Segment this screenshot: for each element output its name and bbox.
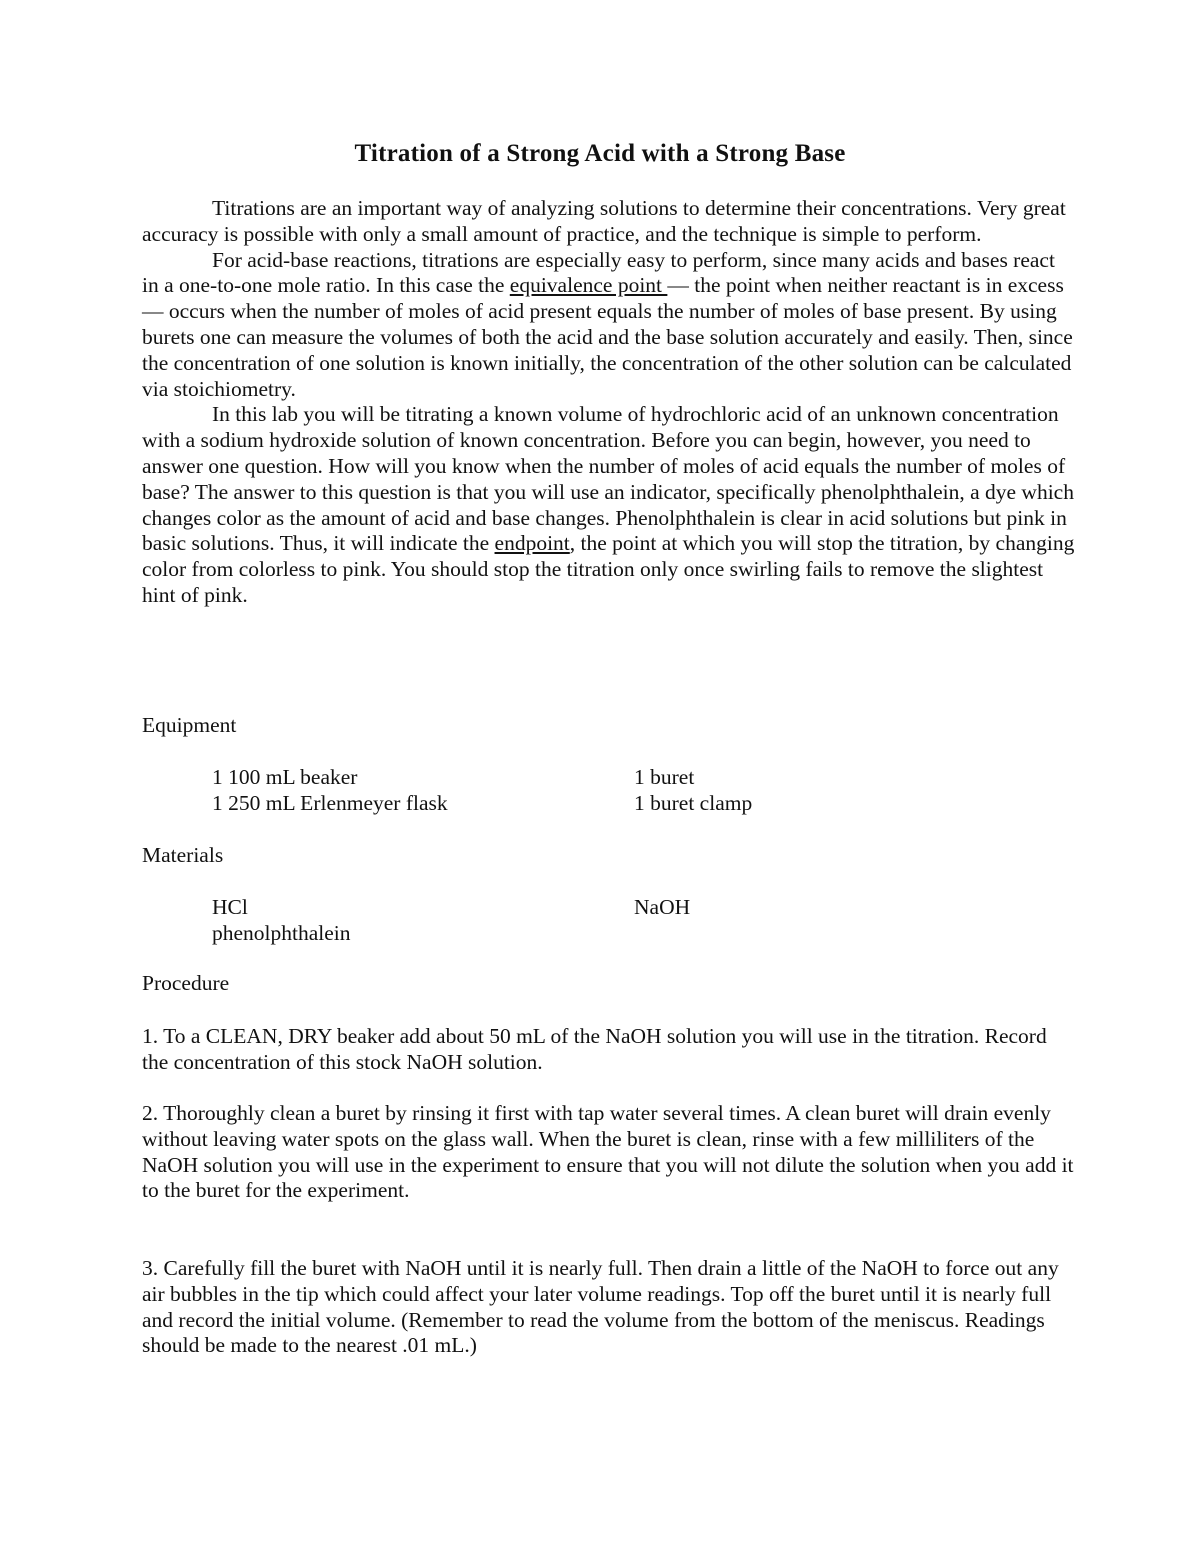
intro-paragraph-1: Titrations are an important way of analyzing solutions to determine their concentrations. Very great accuracy is possible with only a small amount of practice, and the technique is simple to perform.: [142, 196, 1066, 246]
intro-paragraph-3: [142, 402, 1077, 608]
equipment-item: 1 buret: [634, 765, 695, 789]
materials-item: phenolphthalein: [212, 921, 351, 945]
materials-item: HCl: [212, 895, 248, 919]
equipment-item: 1 100 mL beaker: [212, 765, 358, 789]
equipment-heading: Equipment: [142, 713, 237, 737]
equipment-item: 1 250 mL Erlenmeyer flask: [212, 791, 448, 815]
endpoint-term: endpoint: [494, 531, 570, 556]
intro-paragraph-2-text-a: For acid-base reactions, titrations are especially easy to perform, since many acids and bases react in a one-to-one mole ratio. In this case the: [142, 247, 1055, 298]
procedure-step-3: 3. Carefully fill the buret with NaOH until it is nearly full. Then drain a little of the NaOH to force out any air bubbles in the tip which could affect your later volume readings. Top off the buret until it is nearly full and record the initial volume. (Remember to read the volume from the bottom of the meniscus. Readings should be made to the nearest .01 mL.): [142, 1256, 1059, 1358]
intro-paragraph-2-text-b: — the point when neither reactant is in excess — occurs when the number of moles of acid present equals the number of moles of base present. By using burets one can measure the volumes of both the acid and the base solution accurately and easily. Then, since the concentration of one solution is known initially, the concentration of the other solution can be calculated via stoichiometry.: [142, 273, 1073, 401]
intro-section: [142, 196, 1077, 609]
intro-paragraph-2: [142, 248, 1077, 403]
equipment-item: 1 buret clamp: [634, 791, 753, 815]
procedure-step-2: 2. Thoroughly clean a buret by rinsing it first with tap water several times. A clean buret will drain evenly without leaving water spots on the glass wall. When the buret is clean, rinse with a few milliliters of the NaOH solution you will use in the experiment to ensure that you will not dilute the solution when you add it to the buret for the experiment.: [142, 1101, 1074, 1203]
materials-item: NaOH: [634, 895, 691, 919]
intro-paragraph-3-text-b: , the point at which you will stop the titration, by changing color from colorless to pink. You should stop the titration only once swirling fails to remove the slightest hint of pink.: [142, 531, 1075, 607]
equivalence-point-term: equivalence point: [509, 273, 668, 298]
procedure-heading: Procedure: [142, 971, 230, 995]
materials-heading: Materials: [142, 843, 224, 867]
intro-paragraph-3-text-a: In this lab you will be titrating a known volume of hydrochloric acid of an unknown concentration with a sodium hydroxide solution of known concentration. Before you can begin, however, you need to answer one question. How will you know when the number of moles of acid equals the number of moles of base? The answer to this question is that you will use an indicator, specifically phenolphthalein, a dye which changes color as the amount of acid and base changes. Phenolphthalein is clear in acid solutions but pink in basic solutions. Thus, it will indicate the: [142, 402, 1074, 556]
page-title: Titration of a Strong Acid with a Strong Base: [354, 140, 846, 167]
procedure-step-1: 1. To a CLEAN, DRY beaker add about 50 mL of the NaOH solution you will use in the titration. Record the concentration of this stock NaOH solution.: [142, 1024, 1047, 1074]
